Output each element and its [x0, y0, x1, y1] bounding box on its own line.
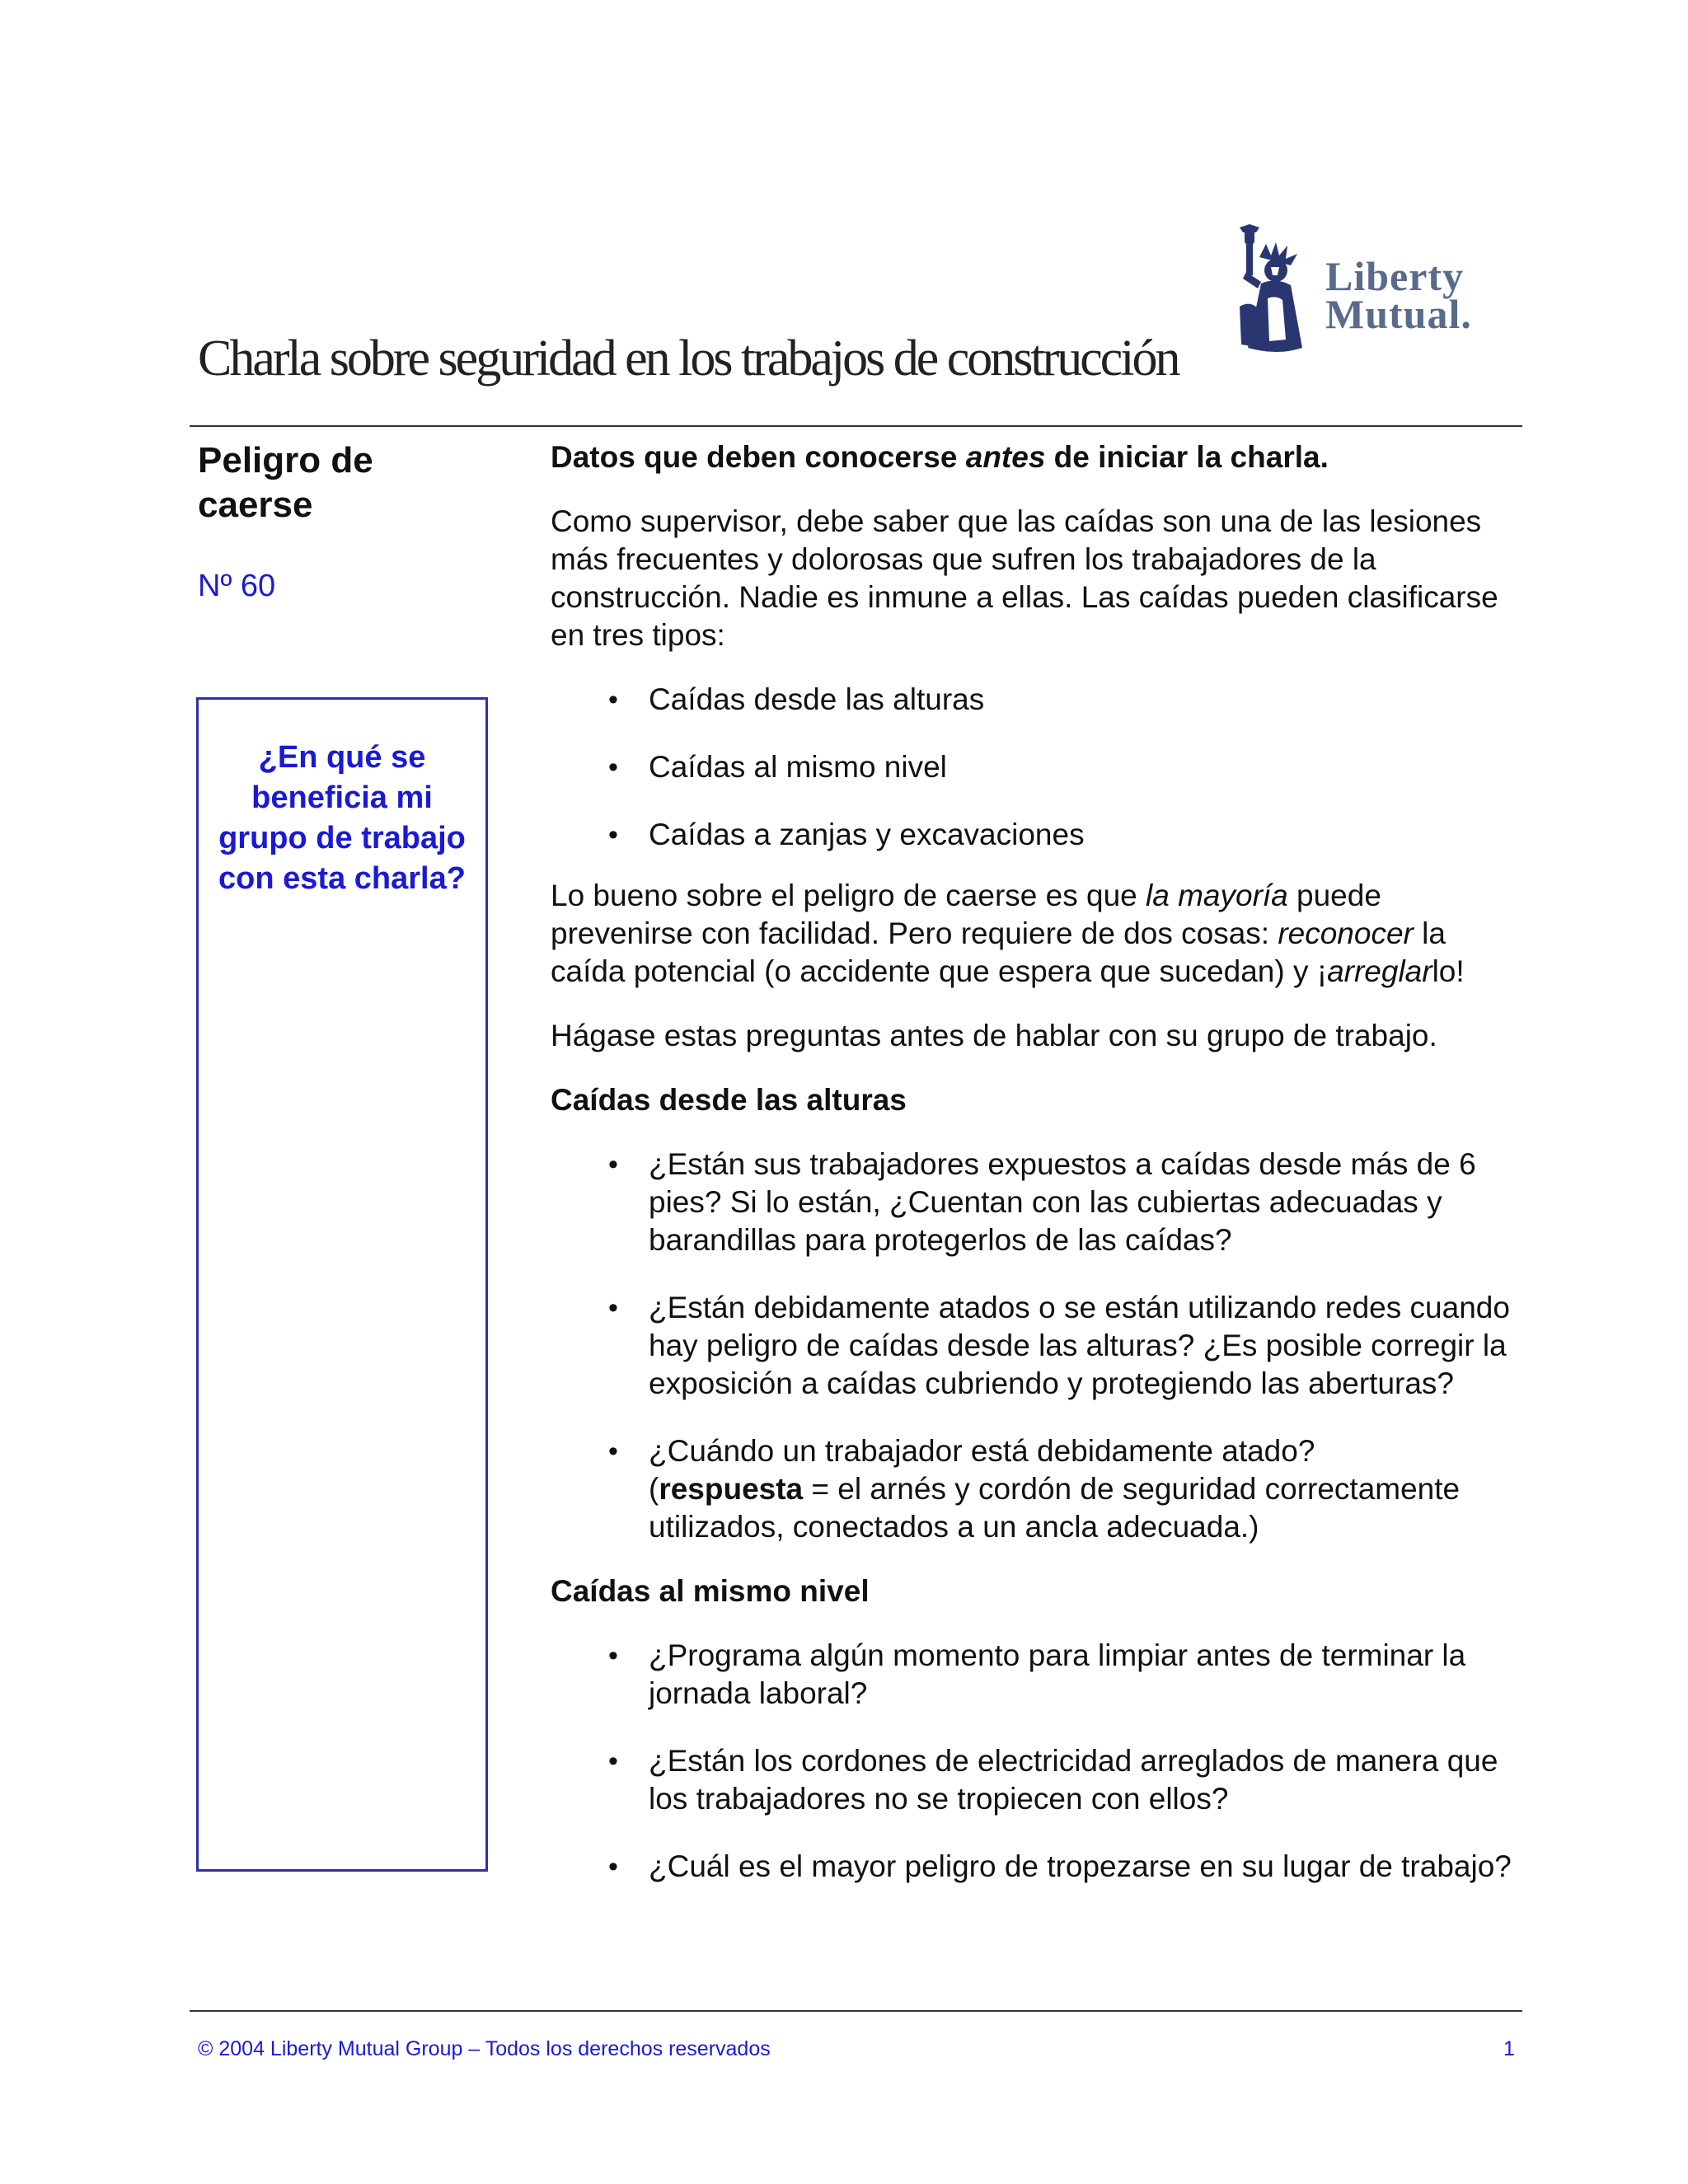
logo-line-liberty: Liberty [1325, 253, 1465, 299]
main-content [551, 438, 1523, 1915]
good-news-emphasis: arreglar [1327, 954, 1432, 988]
list-item: • ¿Están los cordones de electricidad arreglados de manera que los trabajadores no se tropiecen con ellos? [551, 1742, 1523, 1818]
heights-list [551, 1146, 1523, 1546]
list-item [551, 1432, 1523, 1546]
tied-question: ¿Cuándo un trabajador está debidamente atado? [649, 1434, 1315, 1468]
footer-divider [190, 2010, 1522, 2012]
good-news-paragraph [551, 877, 1523, 991]
document-title: Charla sobre seguridad en los trabajos de construcción [198, 330, 1179, 387]
good-news-emphasis: la mayoría [1146, 879, 1288, 912]
benefit-question: ¿En qué se beneficia mi grupo de trabajo con esta charla? [218, 740, 466, 896]
good-news-emphasis: reconocer [1278, 916, 1414, 950]
statue-of-liberty-icon [1228, 224, 1323, 356]
header-divider [190, 425, 1522, 427]
answer-label: respuesta [659, 1472, 804, 1506]
page-number: 1 [1503, 2037, 1515, 2060]
good-news-text: puede prevenirse con facilidad. Pero requiere de dos cosas: [551, 879, 1381, 950]
good-news-text: la caída potencial (o accidente que espera que sucedan) y ¡ [551, 916, 1446, 988]
logo-wordmark [1325, 253, 1472, 337]
answer-text: = el arnés y cordón de seguridad correctamente utilizados, conectados a un ancla adecuada.) [649, 1472, 1461, 1544]
tied-open-paren: ( [649, 1472, 659, 1506]
list-item: • ¿Están debidamente atados o se están utilizando redes cuando hay peligro de caídas desde las alturas? ¿Es posible corregir la exposición a caídas cubriendo y protegiendo las aberturas? [551, 1289, 1523, 1403]
intro-paragraph: Como supervisor, debe saber que las caídas son una de las lesiones más frecuentes y dolorosas que sufren los trabajadores de la construcción. Nadie es inmune a ellas. Las caídas pueden clasificarse en tres tipos: [551, 504, 1498, 652]
intro-heading-after: de iniciar la charla. [1045, 440, 1329, 474]
heights-heading: Caídas desde las alturas [551, 1083, 907, 1117]
intro-heading [551, 438, 1523, 476]
same-level-list [551, 1637, 1523, 1886]
list-item: • ¿Cuál es el mayor peligro de tropezarse en su lugar de trabajo? [551, 1848, 1523, 1886]
ask-paragraph: Hágase estas preguntas antes de hablar con su grupo de trabajo. [551, 1019, 1437, 1052]
good-news-text: lo! [1432, 954, 1465, 988]
intro-heading-emphasis: antes [965, 440, 1046, 474]
benefit-box [196, 697, 488, 1872]
topic-title: Peligro de caerse [198, 440, 373, 525]
list-item: • ¿Están sus trabajadores expuestos a caídas desde más de 6 pies? Si lo están, ¿Cuentan con las cubiertas adecuadas y barandillas para protegerlos de las caídas? [551, 1146, 1523, 1259]
same-level-heading: Caídas al mismo nivel [551, 1574, 870, 1608]
good-news-text: Lo bueno sobre el peligro de caerse es que [551, 879, 1146, 912]
list-item: • ¿Programa algún momento para limpiar antes de terminar la jornada laboral? [551, 1637, 1523, 1713]
intro-heading-before: Datos que deben conocerse [551, 440, 966, 474]
list-item: • Caídas a zanjas y excavaciones [551, 816, 1523, 854]
list-item: • Caídas desde las alturas [551, 681, 1523, 719]
list-item: • Caídas al mismo nivel [551, 748, 1523, 786]
liberty-mutual-logo [1228, 224, 1492, 356]
fall-types-list [551, 681, 1523, 854]
logo-line-mutual: Mutual. [1325, 291, 1472, 337]
topic-number: Nº 60 [198, 569, 276, 603]
footer-copyright: © 2004 Liberty Mutual Group – Todos los derechos reservados [198, 2037, 771, 2060]
